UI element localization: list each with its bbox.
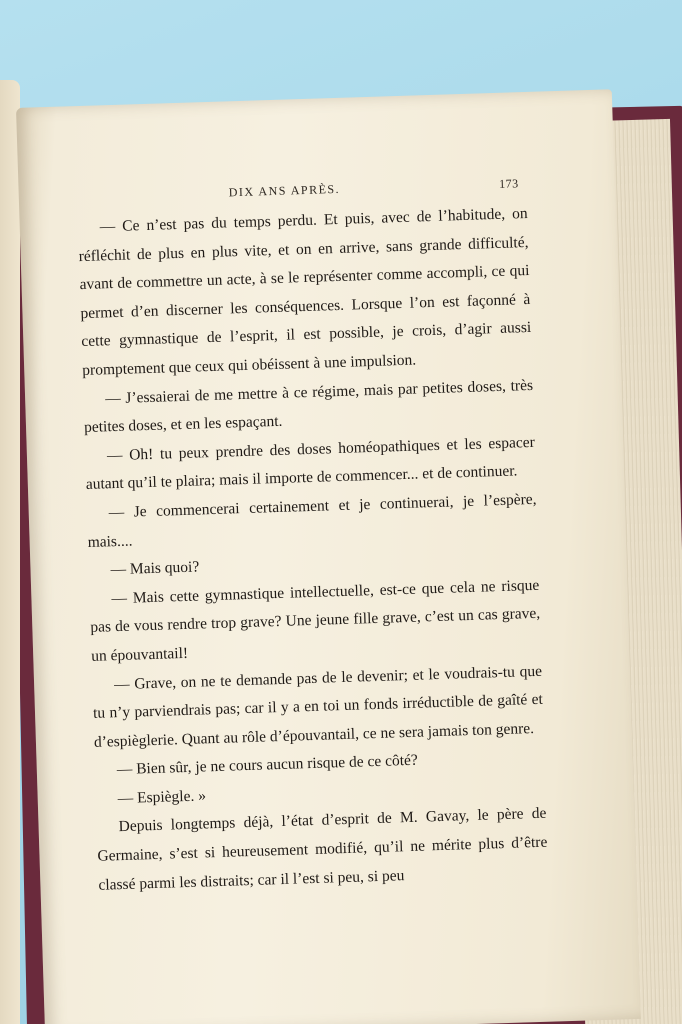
paragraph: — Bien sûr, je ne cours aucun risque de ce côté? <box>116 751 419 779</box>
body-text <box>77 200 548 900</box>
book-page <box>16 89 641 1024</box>
paragraph: — J’essaierai de me mettre à ce régime, mais par petites doses, très petites doses, et en les espaçant. <box>83 376 534 437</box>
paragraph: — Oh! tu peux prendre des doses homéopathiques et les espacer autant qu’il te plaira; mais il importe de commencer... et de continuer. <box>85 433 536 494</box>
paragraph: Depuis longtemps déjà, l’état d’esprit de M. Gavay, le père de Germaine, s’est si heureusement modifié, qu’il ne mérite plus d’être classé parmi les distraits; car il l’est si peu, si peu <box>97 805 548 894</box>
running-head: DIX ANS APRÈS. <box>228 181 341 200</box>
left-page-edge <box>0 80 20 1024</box>
page-number: 173 <box>498 176 519 191</box>
paragraph: — Mais cette gymnastique intellectuelle, est-ce que cela ne risque pas de vous rendre trop grave? Une jeune fille grave, c’est un cas grave, un épouvantail! <box>90 576 541 665</box>
left-page-text-fragments <box>0 80 20 1024</box>
paragraph: — Mais quoi? <box>110 558 200 579</box>
paragraph: — Espiègle. » <box>117 787 207 808</box>
paragraph: — Grave, on ne te demande pas de le devenir; et le voudrais-tu que tu n’y parviendrais pas; car il y a en toi un fonds irréductible de gaîté et d’espièglerie. Quant au rôle d’épouvantail, ce ne sera jamais ton genre. <box>92 662 544 751</box>
paragraph: — Je commencerai certainement et je continuerai, je l’espère, mais.... <box>87 490 537 551</box>
paragraph: — Ce n’est pas du temps perdu. Et puis, avec de l’habitude, on réfléchit de plus en plus vite, et on en arrive, sans grande difficulté, avant de commettre un acte, à se le représenter comme accompli, ce qui permet d’en discerner les conséquences. Lorsque l’on est façonné à cette gymnastique de l’esprit, il est possible, je crois, d’agir aussi promptement que ceux qui obéissent à une impulsion. <box>78 204 532 380</box>
